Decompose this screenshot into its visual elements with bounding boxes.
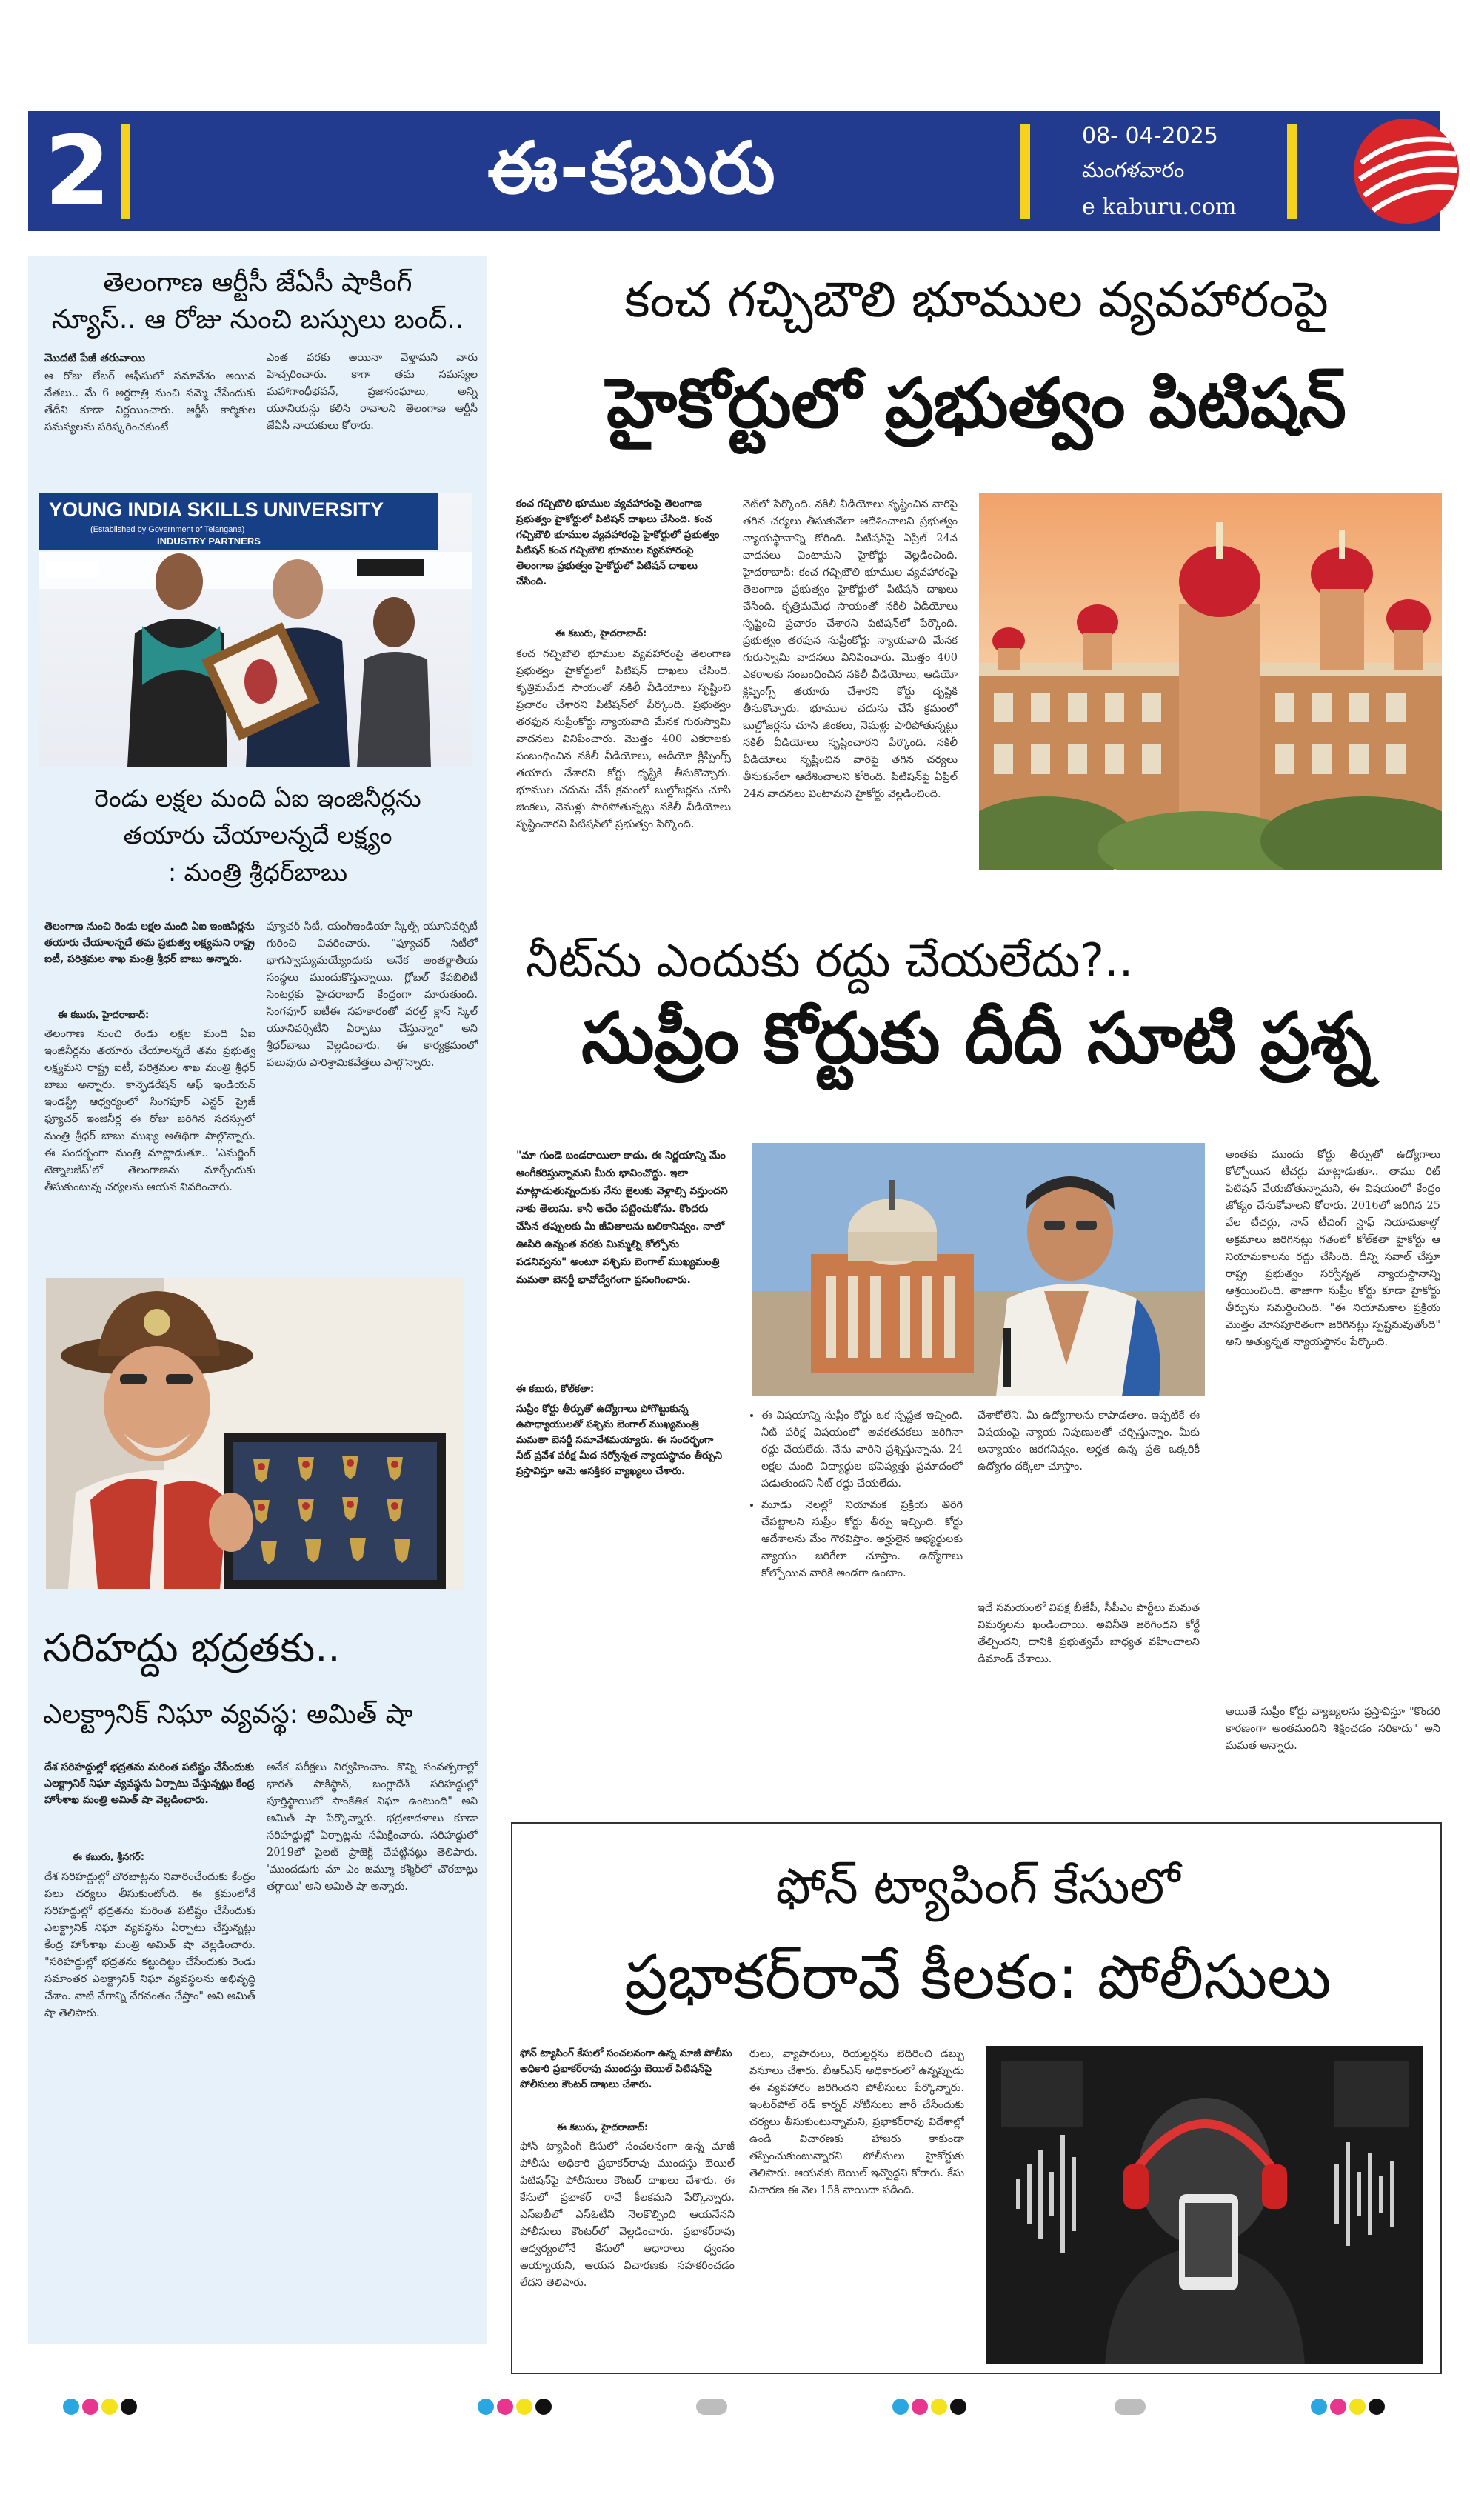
top-story-col1: కంచ గచ్చిబౌలి భూముల వ్యవహారంపై తెలంగాణ ప్రభుత్వం హైకోర్టులో పిటిషన్ దాఖలు చేసింది. కృత్రిమమేధ సాయంతో నకిలీ వీడియోలు సృష్టించి ప్రచారం చేశారని పిటిషన్‌లో పేర్కొంది. ప్రభుత్వం తరఫున సుప్రీంకోర్టు న్యాయవాది మేనక గురుస్వామి వాదనలు వినిపించారు. మొత్తం 400 ఎకరాలకు సంబంధించిన నకిలీ వీడియోలు, ఆడియో క్లిప్పింగ్స్ తయారు చేశారని కోర్టు దృష్టికి తీసుకొచ్చారు. భూముల చదును చేసే క్రమంలో బుల్డోజర్లను చూసి జింకలు, నెమళ్లు పారిపోతున్నట్లు నకిలీ వీడియోలు సృష్టించారని పిటిషన్‌లో ప్రభుత్వం పేర్కొంది. [516,648,731,830]
divider-bar [1287,124,1297,219]
sidebar-story2-headline: రెండు లక్షల మంది ఏఐ ఇంజినీర్లను తయారు చేయాలన్నదే లక్ష్యం : మంత్రి శ్రీధర్‌బాబు [94,784,421,887]
bottom-story-col2: రులు, వ్యాపారులు, రియల్టర్లను బెదిరించి డబ్బు వసూలు చేశారు. బీఆర్ఎస్ అధికారంలో ఉన్నప్పుడు ఈ వ్యవహారం జరిగిందని పోలీసులు పేర్కొన్నారు. ఇంటర్‌పోల్ రెడ్ కార్నర్ నోటీసులు జారీ చేసేందుకు చర్యలు తీసుకుంటున్నామని, ప్రభాకర్‌రావు విదేశాల్లో ఉండి విచారణకు హాజరు కాకుండా తప్పించుకుంటున్నారని పోలీసులు హైకోర్టుకు తెలిపారు. ఆయనకు బెయిల్ ఇవ్వొద్దని కోరారు. కేసు విచారణ ఈ నెల 15కి వాయిదా పడింది. [749,2048,964,2196]
brand-title: ఈ-కబురు [487,127,777,210]
issue-weekday: మంగళవారం [1082,158,1185,182]
bottom-story-headline-line2: ప్రభాకర్‌రావే కీలకం: పోలీసులు [624,1942,1332,2013]
sidebar-story1-headline: తెలంగాణ ఆర్టీసీ జేఏసీ షాకింగ్ న్యూస్.. ఆ రోజు నుంచి బస్సులు బంద్.. [51,267,464,335]
mid-story-dateline: ఈ కబురు, కోల్‌కతా: [516,1384,595,1395]
print-registration-marks [63,2399,140,2415]
sidebar-story3-dateline: ఈ కబురు, శ్రీనగర్: [73,1852,144,1863]
mid-story-bullets-a [748,1407,963,1793]
brand-logo-icon [1354,119,1459,224]
website-url: e kaburu.com [1082,194,1237,220]
mid-story-quote: "మా గుండె బండరాయిలా కాదు. ఈ నిర్ణయాన్ని మేం అంగీకరిస్తున్నామని మీరు భావించొద్దు. ఇలా మాట్లాడుతున్నందుకు నేను జైలుకు వెళ్లాల్సి వస్తుందని నాకు తెలుసు. కానీ అదేం పట్టించుకోను. కొందరు చేసిన తప్పులకు మీ జీవితాలను బలికానివ్వం. నాలో ఊపిరి ఉన్నంత వరకు మిమ్మల్ని కోల్పోను పడనివ్వను" అంటూ పశ్చిమ బెంగాల్ ముఖ్యమంత్రి మమతా బెనర్జీ భావోద్వేగంగా ప్రసంగించారు. [516,1150,728,1286]
mid-story-headline-line1: నీట్‌ను ఎందుకు రద్దు చేయలేదు?.. [526,933,1134,987]
sidebar-story1-dateline: మొదటి పేజీ తరువాయి [44,351,146,364]
top-story-col2: నెట్‌లో పేర్కొంది. నకిలీ వీడియోలు సృష్టించిన వారిపై తగిన చర్యలు తీసుకునేలా ఆదేశించాలని ప్రభుత్వం న్యాయస్థానాన్ని కోరింది. పిటిషన్‌పై ఏప్రిల్ 24న వాదనలు వింటామని హైకోర్టు వెల్లడించింది. హైదరాబాద్: కంచ గచ్చిబౌలి భూముల వ్యవహారంపై తెలంగాణ ప్రభుత్వం హైకోర్టులో పిటిషన్ దాఖలు చేసింది. కృత్రిమమేధ సాయంతో నకిలీ వీడియోలు సృష్టించి ప్రచారం చేశారని పిటిషన్‌లో పేర్కొంది. ప్రభుత్వం తరఫున సుప్రీంకోర్టు న్యాయవాది మేనక గురుస్వామి వాదనలు వినిపించారు. మొత్తం 400 ఎకరాలకు సంబంధించిన నకిలీ వీడియోలు, ఆడియో క్లిప్పింగ్స్ తయారు చేశారని కోర్టు దృష్టికి తీసుకొచ్చారు. భూముల చదును చేసే క్రమంలో బుల్డోజర్లను చూసి జింకలు, నెమళ్లు పారిపోతున్నట్లు నకిలీ వీడియోలు సృష్టించారని పేర్కొంది. నకిలీ వీడియోలు సృష్టించిన వారిపై తగిన చర్యలు తీసుకునేలా ఆదేశించాలని కోరింది. పిటిషన్‌పై ఏప్రిల్ 24న వాదనలు వింటామని హైకోర్టు వెల్లడించింది. [743,499,958,800]
print-registration-marks [1311,2399,1388,2415]
bottom-story-headline-line1: ఫోన్ ట్యాపింగ్ కేసులో [775,1858,1180,1915]
sidebar-story3-subheadline: ఎలక్ట్రానిక్ నిఘా వ్యవస్థ: అమిత్ షా [43,1699,413,1730]
photo-banner-subtext: (Established by Government of Telangana) [90,525,245,534]
bottom-story-col1: ఫోన్ ట్యాపింగ్ కేసులో సంచలనంగా ఉన్న మాజీ పోలీసు అధికారి ప్రభాకర్‌రావు ముందస్తు బెయిల్ పిటిషన్‌పై పోలీసులు కౌంటర్ దాఖలు చేశారు. ఈ కేసులో ప్రభాకర్ రావే కీలకమని పేర్కొన్నారు. ఎస్ఐబీలో ఎస్ఓటీని నెలకొల్పింది ఆయనేనని పోలీసులు కౌంటర్‌లో వెల్లడించారు. ప్రభాకర్‌రావు ఆధ్వర్యంలోనే కేసులో ఆధారాలు ధ్వంసం అయ్యాయని, ఆయన విచారణకు సహకరించడం లేదని తెలిపారు. [520,2141,735,2289]
mid-story-col-c2: ఇదే సమయంలో విపక్ష బీజేపీ, సీపీఎం పార్టీలు మమత విమర్శలను ఖండించాయి. అవినీతి జరిగిందని కోర్టే తేల్చిందని, దానికి ప్రభుత్వమే బాధ్యత వహించాలని డిమాండ్ చేశాయి. [978,1602,1200,1665]
event-photo [39,493,472,767]
sidebar-story3-kicker: దేశ సరిహద్దుల్లో భద్రతను మరింత పటిష్టం చేసేందుకు ఎలక్ట్రానిక్ నిఘా వ్యవస్థను ఏర్పాటు చేస్తున్నట్లు కేంద్ర హోంశాఖ మంత్రి అమిత్‌ షా వెల్లడించారు. [44,1761,255,1806]
sidebar-story2-col2: ఫ్యూచర్ సిటీ, యంగ్ఇండియా స్కిల్స్ యూనివర్సిటీ గురించి వివరించారు. "ఫ్యూచర్ సిటీలో భాగస్వామ్యమయ్యేందుకు అనేక అంతర్జాతీయ సంస్థలు ముందుకొస్తున్నాయి. గ్లోబల్ కేపబిలిటీ సెంటర్లకు హైదరాబాద్ కేంద్రంగా మారుతుంది. సింగపూర్ ఐటీఈ సహకారంతో వరల్డ్ క్లాస్ స్కిల్ యూనివర్సిటీని ఏర్పాటు చేస్తున్నాం" అని శ్రీధర్‌బాబు వెల్లడించారు. ఈ కార్యక్రమంలో పలువురు పారిశ్రామికవేత్తలు పాల్గొన్నారు. [267,921,478,1069]
sidebar-story2-kicker: తెలంగాణ నుంచి రెండు లక్షల మంది ఏఐ ఇంజినీర్లను తయారు చేయాలన్నదే తమ ప్రభుత్వ లక్ష్యమని రాష్ట్ర ఐటీ, పరిశ్రమల శాఖ మంత్రి శ్రీధర్‌ బాబు అన్నారు. [44,921,255,965]
mid-story-right-col: అంతకు ముందు కోర్టు తీర్పుతో ఉద్యోగాలు కోల్పోయిన టీచర్లు మాట్లాడుతూ.. తాము రిట్ పిటిషన్ వేయబోతున్నామని, ఈ విషయంలో కేంద్రం జోక్యం చేసుకోవాలని కోరారు. 2016లో జరిగిన 25 వేల టీచర్లు, నాన్ టీచింగ్ స్టాఫ్ నియామకాల్లో అక్రమాలు జరిగినట్లు గతంలో కోల్‌కతా హైకోర్టు ఆ నియామకాలను రద్దు చేసింది. దీన్ని సవాల్ చేస్తూ రాష్ట్ర ప్రభుత్వం సర్వోన్నత న్యాయస్థానాన్ని ఆశ్రయించింది. తాజాగా సుప్రీం కోర్టు కూడా హైకోర్టు తీర్పును సమర్థించింది. "ఈ నియామకాల ప్రక్రియ మొత్తం మోసపూరితంగా జరిగినట్లు స్పష్టమవుతోంది" అని అత్యున్నత న్యాయస్థానం పేర్కొంది. [1226,1149,1440,1348]
bottom-story-dateline: ఈ కబురు, హైదరాబాద్: [557,2122,649,2133]
sidebar [28,256,487,2344]
photo-partners-text: INDUSTRY PARTNERS [157,536,261,547]
mid-story-bullet: • మూడు నెలల్లో నియామక ప్రక్రియ తిరిగి చేపట్టాలని సుప్రీం కోర్టు తీర్పు ఇచ్చింది. కోర్టు ఆదేశాలను మేం గౌరవిస్తాం. అర్హులైన అభ్యర్థులకు న్యాయం జరిగేలా చూస్తాం. ఉద్యోగాలు కోల్పోయిన వారికి అండగా ఉంటాం. [761,1497,963,1582]
print-registration-marks [1115,2399,1149,2415]
sidebar-story3-headline: సరిహద్దు భద్రతకు.. [43,1624,341,1671]
bottom-story-kicker: ఫోన్ ట్యాపింగ్ కేసులో సంచలనంగా ఉన్న మాజీ పోలీసు అధికారి ప్రభాకర్‌రావు ముందస్తు బెయిల్ పిటిషన్‌పై పోలీసులు కౌంటర్ దాఖలు చేశారు. [520,2047,732,2090]
sidebar-story1-col1: ఆ రోజు లేబర్ ఆఫీసులో సమావేశం అయిన నేతలు.. మే 6 అర్ధరాత్రి నుంచి సమ్మె చేసేందుకు తేదీని కూడా నిర్ణయించారు. ఆర్టీసీ కార్మికుల సమస్యలను పరిష్కరించకుంటే [44,370,255,433]
photo-banner-text: YOUNG INDIA SKILLS UNIVERSITY [49,499,384,521]
bottom-story-box [511,1822,1442,2374]
mid-story-headline-line2: సుప్రీం కోర్టుకు దీదీ సూటి ప్రశ్న [581,999,1372,1079]
mid-story-bullet: • ఈ విషయాన్ని సుప్రీం కోర్టు ఒక స్పష్టత ఇచ్చింది. నీట్ పరీక్ష విషయంలో అవకతవకలు జరిగినా రద్దు చేయలేదు. నేను వారిని ప్రశ్నిస్తున్నాను. 24 లక్షల మంది విద్యార్థుల భవిష్యత్తు ప్రమాదంలో పడుతుందని నీట్ రద్దు చేయలేదు. [761,1407,963,1493]
top-story-headline-line2: హైకోర్టులో ప్రభుత్వం పిటిషన్ [607,364,1346,443]
divider-bar [1020,124,1030,219]
top-story-kicker: కంచ గచ్చిబౌలి భూముల వ్యవహారంపై తెలంగాణ ప్రభుత్వం హైకోర్టులో పిటిషన్ దాఖలు చేసింది. కంచ గచ్చిబౌలి భూముల వ్యవహారంపై హైకోర్టులో ప్రభుత్వం పిటిషన్ కంచ గచ్చిబౌలి భూముల వ్యవహారంపై తెలంగాణ ప్రభుత్వం హైకోర్టులో పిటిషన్ దాఖలు చేసింది. [516,498,720,587]
print-registration-marks [892,2399,969,2415]
mamata-supreme-court-photo [752,1143,1205,1396]
print-registration-marks [696,2399,730,2415]
sidebar-story1-col2: ఎంత వరకు అయినా వెళ్తామని వారు హెచ్చరించారు. కాగా తమ సమస్యల మహాగాంధీభవన్‌, ప్రజాసంఘాలు, అన్ని యూనియన్లు కలిసి రావాలని తెలంగాణ ఆర్టీసీ జేఏసీ నాయకులు కోరారు. [267,352,478,432]
amit-shah-photo [46,1278,464,1589]
top-story-dateline: ఈ కబురు, హైదరాబాద్: [555,628,647,639]
divider-bar [121,124,130,219]
sidebar-story2-dateline: ఈ కబురు, హైదరాబాద్: [58,1010,150,1021]
sidebar-story3-col2: అనేక పరీక్షలు నిర్వహించాం. కొన్ని సంవత్సరాల్లో భారత్‌ పాకిస్థాన్, బంగ్లాదేశ్ సరిహద్దుల్లో పూర్తిస్థాయిలో సాంకేతిక నిఘా ఉంటుంది" అని అమిత్‌ షా పేర్కొన్నారు. భద్రతాదళాలు కూడా సరిహద్దుల్లో ఏర్పాట్లను సమీక్షించారు. సరిహద్దులో 2019లో పైలట్‌ ప్రాజెక్ట్‌ చేపట్టినట్లు తెలిపారు. 'ముందడుగు మా ఎం జమ్మూ కశ్మీర్‌లో చొరబాట్లు తగ్గాయి' అని అమిత్ షా అన్నారు. [267,1761,478,1893]
mid-story-kicker: సుప్రీం కోర్టు తీర్పుతో ఉద్యోగాలు పోగొట్టుకున్న ఉపాధ్యాయులతో పశ్చిమ బెంగాల్ ముఖ్యమంత్రి మమతా బెనర్జీ సమావేశమయ్యారు. ఈ సందర్భంగా నీట్ ప్రవేశ పరీక్ష మీద సర్వోన్నత న్యాయస్థానం తీర్పుని ప్రస్తావిస్తూ ఆమె ఆసక్తికర వ్యాఖ్యలు చేశారు. [516,1403,723,1477]
high-court-photo [979,493,1442,870]
phone-tapping-photo [986,2046,1423,2364]
issue-date: 08- 04-2025 [1082,123,1218,149]
print-registration-marks [478,2399,555,2415]
mid-story-right-col2: అయితే సుప్రీం కోర్టు వ్యాఖ్యలను ప్రస్తావిస్తూ "కొందరి కారణంగా అంతమందిని శిక్షించడం సరికాదు" అని మమత అన్నారు. [1226,1706,1440,1752]
top-story-headline-line1: కంచ గచ్చిబౌలి భూముల వ్యవహారంపై [624,271,1329,328]
mid-story-col-c1: చేశాకోలేని. మీ ఉద్యోగాలను కాపాడతాం. ఇప్పటికే ఈ విషయంపై న్యాయ నిపుణులతో చర్చిస్తున్నాం. మీకు అన్యాయం జరగనివ్వం. అర్హత ఉన్న ప్రతి ఒక్కరికీ ఉద్యోగం దక్కేలా చూస్తాం. [978,1410,1200,1473]
sidebar-story2-col1: తెలంగాణ నుంచి రెండు లక్షల మంది ఏఐ ఇంజినీర్లను తయారు చేయాలన్నదే తమ ప్రభుత్వ లక్ష్యమని రాష్ట్ర ఐటీ, పరిశ్రమల శాఖ మంత్రి శ్రీధర్ బాబు అన్నారు. కాన్ఫెడరేషన్ ఆఫ్ ఇండియన్ ఇండస్ట్రీ ఆధ్వర్యంలో సింగపూర్ ఎన్టర్ ప్రైజ్ ఫ్యూచర్ ఇంజినీర్ల ఈ రోజు జరిగిన సదస్సులో మంత్రి శ్రీధర్ బాబు ముఖ్య అతిథిగా పాల్గొన్నారు. ఈ సందర్భంగా మంత్రి మాట్లాడుతూ.. 'ఎమర్జింగ్ టెక్నాలజీస్'లో తెలంగాణను మార్చేందుకు తీసుకుంటున్న చర్యలను ఆయన వివరించారు. [44,1028,255,1193]
sidebar-story3-col1: దేశ సరిహద్దుల్లో చొరబాట్లను నివారించేందుకు కేంద్రం పలు చర్యలు తీసుకుంటోంది. ఈ క్రమంలోనే సరిహద్దుల్లో భద్రతను మరింత పటిష్టం చేసేందుకు ఎలక్ట్రానిక్ నిఘా వ్యవస్థను ఏర్పాటు చేస్తున్నట్లు కేంద్ర హోంశాఖ మంత్రి అమిత్‌ షా వెల్లడించారు. "సరిహద్దుల్లో భద్రతను కట్టుదిట్టం చేసేందుకు రెండు సమాంతర ఎలక్ట్రానిక్ నిఘా వ్యవస్థలను అభివృద్ధి చేశాం. వాటి వేగాన్ని వేగవంతం చేస్తాం" అని అమిత్ షా తెలిపారు. [44,1871,255,2019]
masthead [28,111,1440,231]
page-number: 2 [44,116,111,227]
